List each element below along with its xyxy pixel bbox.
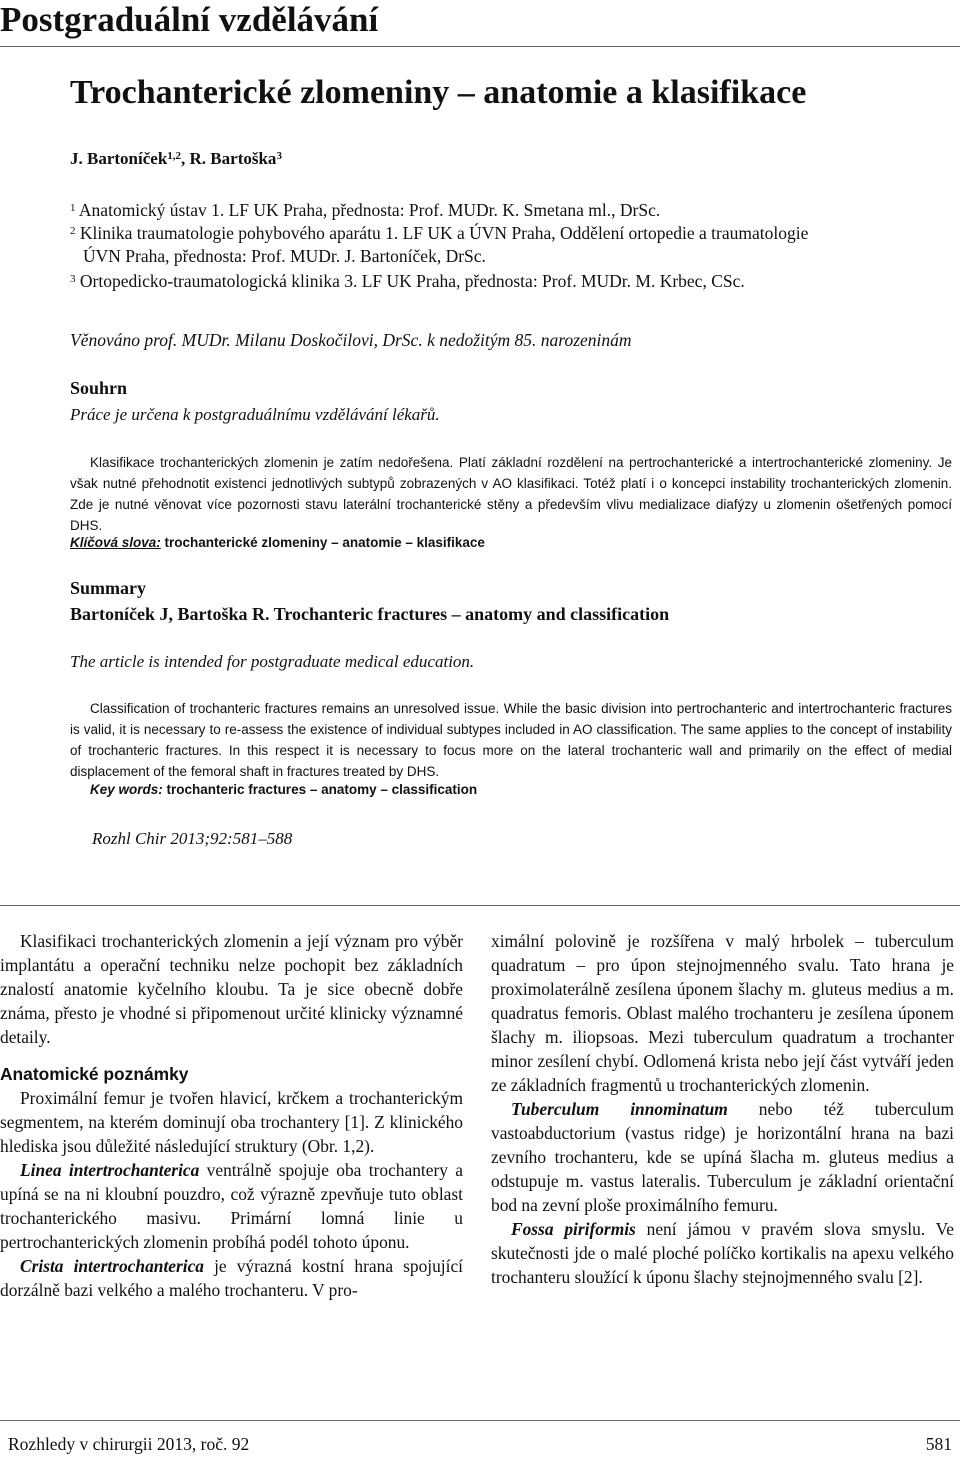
body-right-p3	[491, 1217, 954, 1289]
dedication: Věnováno prof. MUDr. Milanu Doskočilovi, DrSc. k nedožitým 85. narozeninám	[70, 330, 632, 350]
footer-journal: Rozhledy v chirurgii 2013, roč. 92	[8, 1434, 250, 1454]
author-separator: ,	[181, 149, 190, 168]
summary-keywords-label: Key words:	[90, 782, 163, 797]
article-title: Trochanterické zlomeniny – anatomie a klasifikace	[70, 74, 807, 111]
summary-heading: Summary	[70, 578, 146, 598]
body-left-p4	[0, 1254, 463, 1302]
body-left-p3	[0, 1158, 463, 1254]
affiliation-3	[70, 270, 950, 293]
affiliation-2-num: 2	[70, 225, 76, 237]
affiliation-1-num: 1	[70, 202, 76, 214]
term-tuberculum: Tuberculum innominatum	[511, 1099, 728, 1119]
affiliation-3-text: Ortopedicko-traumatologická klinika 3. LF UK Praha, přednosta: Prof. MUDr. M. Krbec, CSc.	[79, 271, 745, 291]
body-left-p3-text: ventrálně spojuje oba trochantery a upíná se na ni kloubní pouzdro, což výrazně zpevňuje tuto oblast trochanterického masivu. Primární lomná linie u pertrochanterických zlomenin probíhá podél tohoto úponu.	[0, 1160, 463, 1252]
body-column-right	[491, 929, 954, 1289]
authors	[70, 149, 282, 169]
term-linea: Linea intertrochanterica	[20, 1160, 200, 1180]
citation: Rozhl Chir 2013;92:581–588	[92, 829, 293, 848]
summary-keywords	[70, 782, 477, 797]
anatomy-heading: Anatomické poznámky	[0, 1064, 189, 1084]
body-left-p2: Proximální femur je tvořen hlavicí, krčkem a trochanterickým segmentem, na kterém dominují oba trochantery [1]. Z klinického hlediska jsou důležité následující struktury (Obr. 1,2).	[0, 1088, 463, 1156]
souhrn-keywords-label: Klíčová slova:	[70, 535, 161, 550]
summary-title: Bartoníček J, Bartoška R. Trochanteric fractures – anatomy and classification	[70, 604, 670, 624]
divider-rule	[0, 905, 960, 906]
footer-page-number: 581	[925, 1434, 952, 1454]
affiliation-2	[70, 222, 950, 268]
footer-rule	[0, 1420, 960, 1421]
affiliation-1-text: Anatomický ústav 1. LF UK Praha, přednosta: Prof. MUDr. K. Smetana ml., DrSc.	[78, 200, 661, 220]
summary-keywords-text: trochanteric fractures – anatomy – classification	[162, 782, 478, 797]
souhrn-heading: Souhrn	[70, 378, 128, 398]
body-right-p1: ximální polovině je rozšířena v malý hrbolek – tuberculum quadratum – pro úpon stejnojmenného svalu. Tato hrana je proximolaterálně zesílena úponem šlachy m. gluteus medius a m. quadratus femoris. Oblast malého trochanteru je zesílena úponem šlachy m. iliopsoas. Mezi tuberculum quadratum a trochanter minor zesílení chybí. Odlomená krista nebo její část vytváří jeden ze základních fragmentů u trochanterických zlomenin.	[491, 931, 954, 1095]
affiliation-2-text: Klinika traumatologie pohybového aparátu 1. LF UK a ÚVN Praha, Oddělení ortopedie a traumatologie	[79, 223, 809, 243]
section-title: Postgraduální vzdělávání	[0, 0, 379, 39]
body-right-p3-text: není jámou v pravém slova smyslu. Ve skutečnosti jde o malé ploché políčko kortikalis na apexu velkého trochanteru sloužící k úponu šlachy stejnojmenného svalu [2].	[491, 1219, 954, 1287]
summary-paragraph: Classification of trochanteric fractures remains an unresolved issue. While the basic division into pertrochanteric and intertrochanteric fractures is valid, it is necessary to re-assess the existence of individual subtypes included in AO classification. The same applies to the concept of instability of trochanteric fractures. In this respect it is necessary to focus more on the lateral trochanteric wall and primarily on the effect of medial displacement of the femoral shaft in fractures treated by DHS.	[70, 701, 952, 779]
author-1-sup: 1,2	[167, 150, 182, 162]
souhrn-paragraph: Klasifikace trochanterických zlomenin je zatím nedořešena. Platí základní rozdělení na pertrochanterické a intertrochanterické zlomeniny. Je však nutné přehodnotit existenci jednotlivých subtypů zobrazených v AO klasifikaci. Totéž platí i o koncepci instability trochanterických zlomenin. Zde je nutné věnovat více pozornosti stavu laterální trochanterické stěny a především vlivu medializace diafýzy u zlomenin ošetřených pomocí DHS.	[70, 455, 952, 533]
author-2: R. Bartoška	[189, 149, 277, 168]
body-right-p2-text: nebo též tuberculum vastoabductorium (vastus ridge) je horizontální hrana na bazi zevního trochanteru, kde se upíná šlacha m. gluteus medius a odstupuje m. vastus lateralis. Tuberculum je základní orientační bod na zevní ploše proximálního femuru.	[491, 1099, 954, 1215]
body-left-p4-text: je výrazná kostní hrana spojující dorzálně bazi velkého a malého trochanteru. V pro-	[0, 1256, 464, 1300]
body-left-p1: Klasifikaci trochanterických zlomenin a její význam pro výběr implantátu a operační techniku nelze pochopit bez základních znalostí anatomie kyčelního kloubu. Ta je sice obecně dobře známa, přesto je vhodné si připomenout určité klinicky významné detaily.	[0, 931, 463, 1047]
body-right-p2	[491, 1097, 954, 1217]
section-rule	[0, 46, 960, 47]
term-crista: Crista intertrochanterica	[20, 1256, 205, 1276]
affiliation-3-num: 3	[70, 273, 76, 285]
summary-text	[70, 698, 952, 782]
summary-intro: The article is intended for postgraduate medical education.	[70, 652, 475, 671]
body-column-left	[0, 929, 463, 1302]
term-fossa: Fossa piriformis	[511, 1219, 636, 1239]
souhrn-text	[70, 452, 952, 536]
souhrn-intro: Práce je určena k postgraduálnímu vzdělávání lékařů.	[70, 405, 440, 424]
affiliation-2-cont: ÚVN Praha, přednosta: Prof. MUDr. J. Bartoníček, DrSc.	[83, 246, 486, 266]
author-2-sup: 3	[276, 150, 282, 162]
affiliation-1	[70, 199, 950, 222]
souhrn-keywords-text: trochanterické zlomeniny – anatomie – klasifikace	[160, 535, 485, 550]
author-1: J. Bartoníček	[70, 149, 168, 168]
souhrn-keywords	[70, 535, 485, 550]
